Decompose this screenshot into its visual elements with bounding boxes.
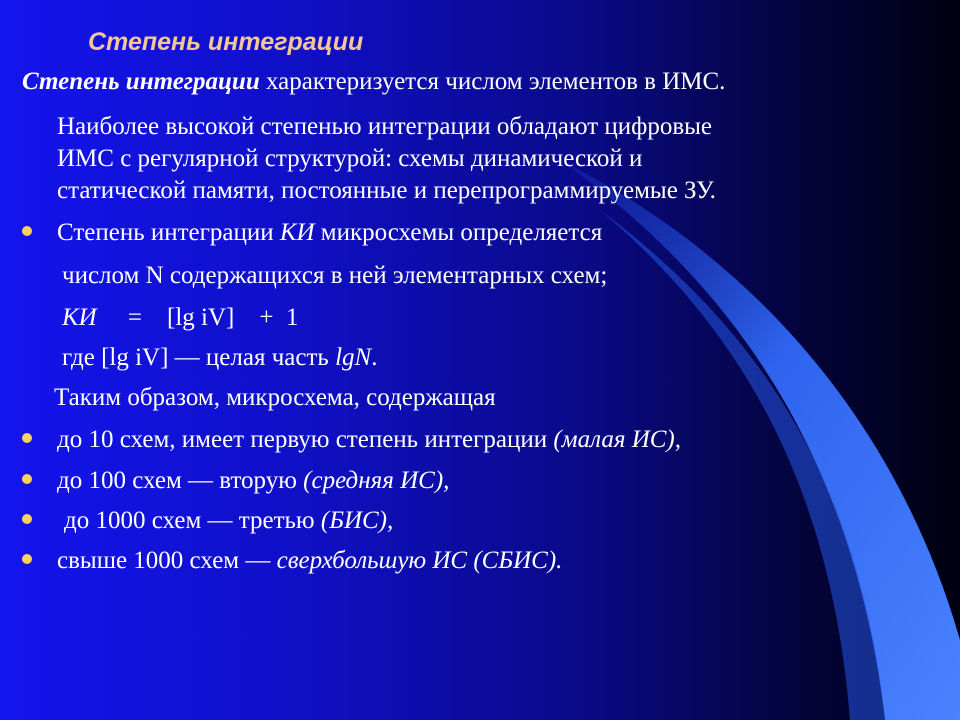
note-lgn: lgN	[335, 344, 372, 371]
bullet-marker	[22, 554, 32, 564]
summary-line: Таким образом, микросхема, содержащая	[54, 384, 496, 411]
note-text: где [lg iV] — целая часть	[62, 344, 336, 371]
class-item-medium	[57, 466, 449, 496]
intro-term: Степень интеграции	[22, 68, 260, 95]
class-item-vlsi	[57, 546, 562, 576]
note-line	[62, 343, 377, 373]
intro-rest: характеризуется числом элементов в ИМС.	[259, 68, 726, 95]
definition-ki: КИ	[279, 219, 315, 246]
bullet-marker	[22, 433, 32, 443]
class-text: свыше 1000 схем —	[57, 547, 277, 574]
definition-prefix: Степень интеграции	[57, 219, 280, 246]
bullet-marker	[22, 514, 32, 524]
intro-line	[22, 67, 725, 97]
class-label: сверхбольшую ИС (СБИС).	[276, 547, 563, 574]
class-label: (малая ИС),	[553, 426, 682, 453]
paragraph-line-1: Наиболее высокой степенью интеграции обладают цифровые	[57, 113, 713, 140]
class-label: (БИС),	[320, 507, 394, 534]
class-text: до 10 схем, имеет первую степень интеграции	[57, 426, 554, 453]
class-text: до 100 схем — вторую	[57, 467, 304, 494]
class-label: (средняя ИС),	[303, 467, 450, 494]
formula-line	[62, 303, 298, 333]
class-text: до 1000 схем — третью	[64, 507, 321, 534]
class-item-lsi	[64, 506, 393, 536]
bullet-marker	[22, 226, 32, 236]
definition-suffix: микросхемы определяется	[314, 219, 603, 246]
slide-title: Степень интеграции	[88, 28, 364, 56]
note-end: .	[371, 344, 378, 371]
definition-line-2: числом N содержащихся в ней элементарных схем;	[62, 262, 608, 289]
formula-rhs: = [lg iV] + 1	[127, 304, 299, 331]
class-item-small	[57, 425, 681, 455]
paragraph-line-3: статической памяти, постоянные и перепрограммируемые ЗУ.	[57, 177, 716, 204]
bullet-marker	[22, 474, 32, 484]
definition-line	[57, 218, 602, 248]
paragraph-line-2: ИМС с регулярной структурой: схемы динамической и	[57, 145, 643, 172]
formula-lhs: КИ	[62, 304, 97, 331]
